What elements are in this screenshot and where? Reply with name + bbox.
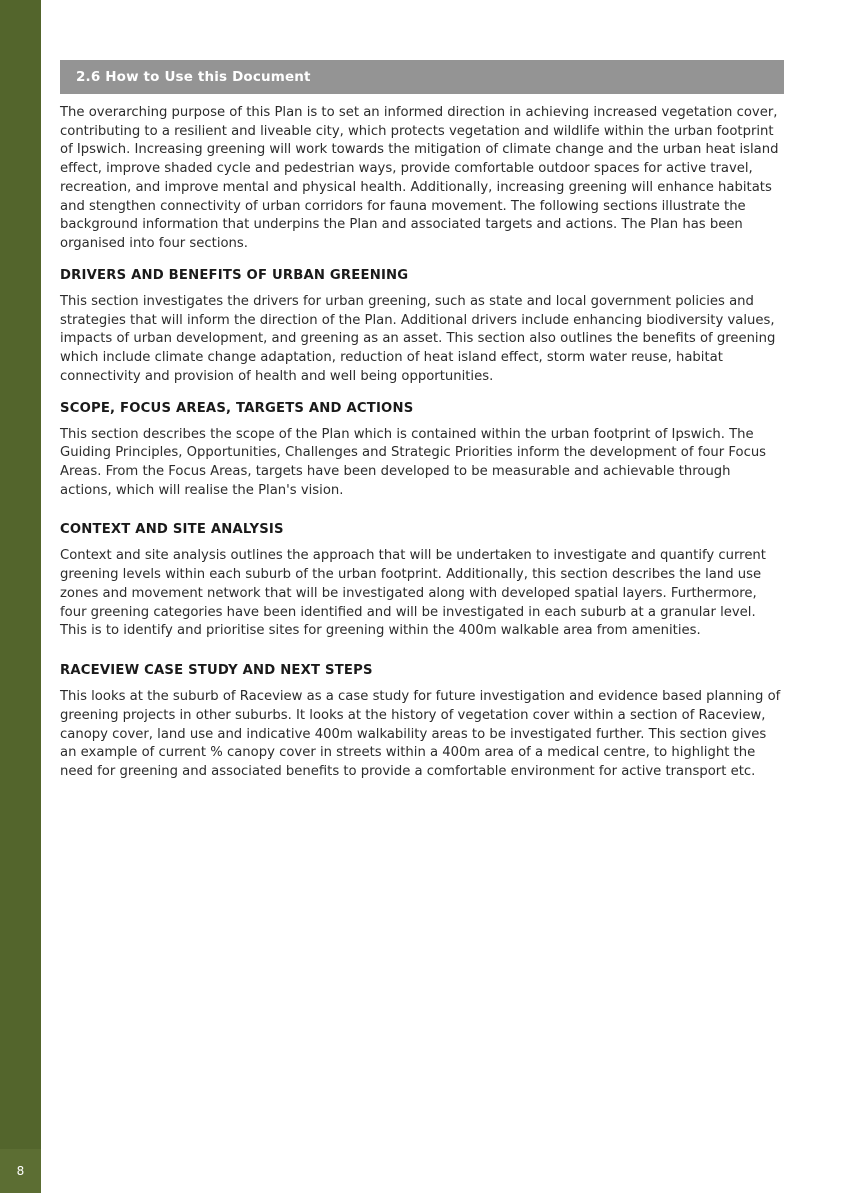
subsection-heading-drivers: DRIVERS AND BENEFITS OF URBAN GREENING [60, 267, 409, 283]
document-body [60, 104, 784, 796]
left-color-band [0, 0, 41, 1193]
subsection-heading-raceview: RACEVIEW CASE STUDY AND NEXT STEPS [60, 663, 373, 679]
subsection-heading-scope: SCOPE, FOCUS AREAS, TARGETS AND ACTIONS [60, 400, 414, 416]
section-heading: 2.6 How to Use this Document [76, 69, 311, 85]
subsection-text-raceview: This looks at the suburb of Raceview as a case study for future investigation and evidence based planning of greening projects in other suburbs. It looks at the history of vegetation cover within a section of Raceview, canopy cover, land use and indicative 400m walkability areas to be investigated further. This section gives an example of current % canopy cover in streets within a 400m area of a medical centre, to highlight the need for greening and associated benefits to provide a comfortable environment for active transport etc. [60, 689, 781, 780]
page-content-area [60, 0, 784, 1193]
subsection-text-context: Context and site analysis outlines the approach that will be undertaken to investigate and quantify current greening levels within each suburb of the urban footprint. Additionally, this section describes the land use zones and movement network that will be investigated along with developed spatial layers. Furthermore, four greening categories have been identified and will be investigated in each suburb at a granular level. This is to identify and prioritise sites for greening within the 400m walkable area from amenities. [60, 548, 766, 639]
subsection-text-scope: This section describes the scope of the Plan which is contained within the urban footprint of Ipswich. The Guiding Principles, Opportunities, Challenges and Strategic Priorities inform the development of four Focus Areas. From the Focus Areas, targets have been developed to be measurable and achievable through actions, which will realise the Plan's vision. [60, 426, 767, 498]
subsection-heading-context: CONTEXT AND SITE ANALYSIS [60, 522, 284, 538]
page-number: 8 [0, 1149, 41, 1193]
intro-paragraph: The overarching purpose of this Plan is to set an informed direction in achieving increased vegetation cover, contributing to a resilient and liveable city, which protects vegetation and wildlife within the urban footprint of Ipswich. Increasing greening will work towards the mitigation of climate change and the urban heat island effect, improve shaded cycle and pedestrian ways, provide comfortable outdoor spaces for active travel, recreation, and improve mental and physical health. Additionally, increasing greening will enhance habitats and stengthen connectivity of urban corridors for fauna movement. The following sections illustrate the background information that underpins the Plan and associated targets and actions. The Plan has been organised into four sections. [60, 105, 779, 252]
subsection-text-drivers: This section investigates the drivers for urban greening, such as state and local government policies and strategies that will inform the direction of the Plan. Additional drivers include enhancing biodiversity values, impacts of urban development, and greening as an asset. This section also outlines the benefits of greening which include climate change adaptation, reduction of heat island effect, storm water reuse, habitat connectivity and provision of health and well being opportunities. [60, 293, 776, 384]
section-header-bar [60, 60, 784, 94]
